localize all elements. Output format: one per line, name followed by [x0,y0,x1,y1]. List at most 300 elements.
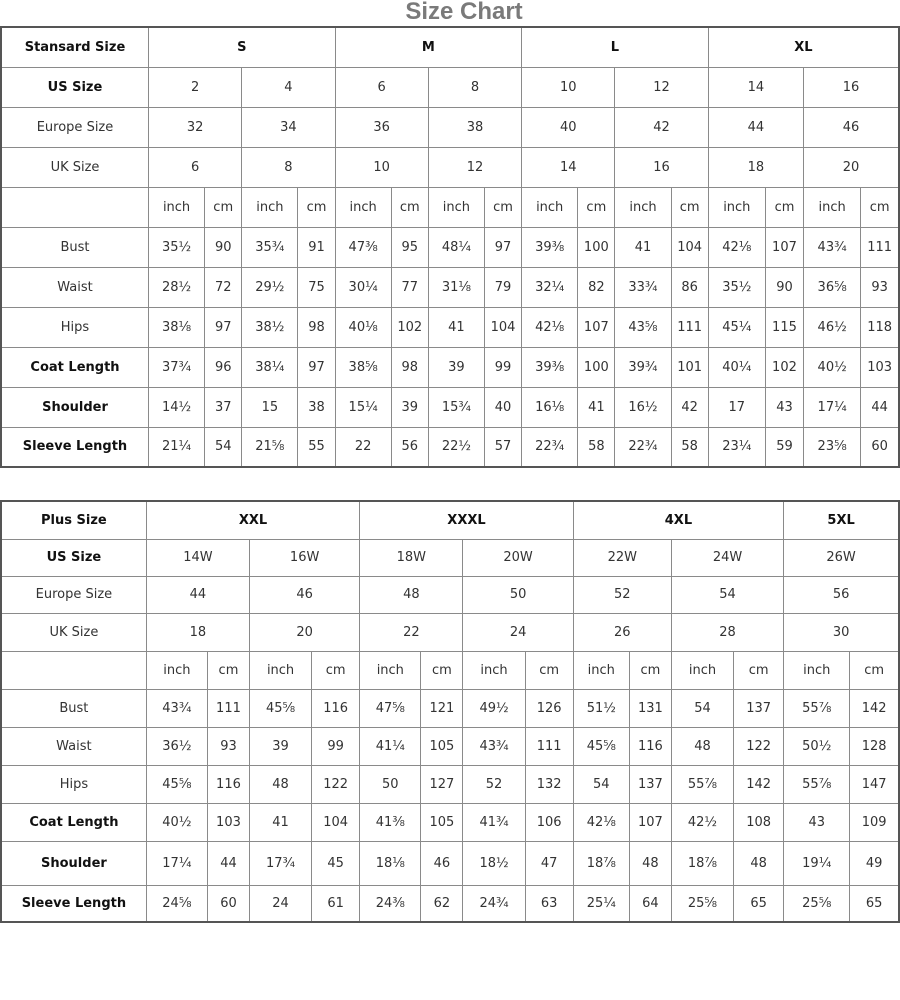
measurement-value: 41¼ [360,727,421,765]
unit-inch: inch [148,187,204,227]
measurement-value: 44 [861,387,899,427]
eu-size-value: 54 [671,576,783,613]
eu-size-value: 46 [804,107,899,147]
measurement-value: 17¼ [804,387,861,427]
unit-inch: inch [804,187,861,227]
measurement-value: 97 [205,307,242,347]
measurement-value: 15 [242,387,298,427]
measurement-value: 28½ [148,267,204,307]
measurement-value: 47 [525,841,573,885]
uk-size-label: UK Size [1,613,146,651]
size-letter-header: 5XL [784,501,899,539]
measurement-value: 22¾ [615,427,671,467]
measurement-value: 21⅝ [242,427,298,467]
unit-inch: inch [573,651,629,689]
measurement-value: 48 [250,765,312,803]
table-row [1,67,899,107]
table-row [1,803,899,841]
measurement-value: 57 [485,427,522,467]
measurement-value: 33¾ [615,267,671,307]
eu-size-value: 44 [146,576,249,613]
measurement-value: 108 [734,803,784,841]
measurement-value: 40½ [804,347,861,387]
measurement-value: 105 [421,727,463,765]
measurement-value: 54 [573,765,629,803]
unit-cm: cm [205,187,242,227]
measurement-value: 118 [861,307,899,347]
measurement-value: 54 [671,689,733,727]
eu-size-value: 56 [784,576,899,613]
eu-size-value: 34 [242,107,335,147]
page-title: Size Chart [405,0,523,25]
unit-row-blank [1,651,146,689]
table-row [1,27,899,67]
measurement-value: 49½ [463,689,525,727]
measurement-value: 49 [850,841,899,885]
table-row [1,689,899,727]
measurement-value: 91 [298,227,335,267]
measurement-value: 39 [391,387,428,427]
unit-cm: cm [734,651,784,689]
us-size-value: 24W [671,539,783,576]
unit-inch: inch [784,651,850,689]
measurement-value: 104 [671,227,708,267]
measurement-value: 62 [421,885,463,922]
measurement-value: 116 [629,727,671,765]
measurement-value: 46 [421,841,463,885]
measurement-value: 41 [578,387,615,427]
measurement-value: 43¾ [146,689,207,727]
uk-size-value: 14 [522,147,615,187]
measurement-value: 45⅝ [573,727,629,765]
size-letter-header: L [522,27,709,67]
table-row [1,107,899,147]
unit-inch: inch [146,651,207,689]
measurement-value: 64 [629,885,671,922]
uk-size-value: 18 [708,147,803,187]
table-row [1,613,899,651]
measurement-value: 48 [734,841,784,885]
size-letter-header: S [148,27,335,67]
uk-size-value: 26 [573,613,671,651]
table-row [1,539,899,576]
table-row [1,187,899,227]
measurement-value: 102 [391,307,428,347]
us-size-label: US Size [1,539,146,576]
us-size-value: 4 [242,67,335,107]
measurement-value: 115 [765,307,803,347]
measurement-value: 18⅞ [671,841,733,885]
unit-cm: cm [578,187,615,227]
measurement-value: 105 [421,803,463,841]
table-row [1,387,899,427]
measurement-label: Hips [1,307,148,347]
measurement-value: 30¼ [335,267,391,307]
measurement-value: 22 [335,427,391,467]
measurement-value: 63 [525,885,573,922]
unit-inch: inch [360,651,421,689]
table-row [1,307,899,347]
unit-inch: inch [615,187,671,227]
measurement-label: Coat Length [1,803,146,841]
measurement-value: 22¾ [522,427,578,467]
us-size-value: 14W [146,539,249,576]
measurement-value: 122 [734,727,784,765]
size-letter-header: M [335,27,522,67]
measurement-value: 29½ [242,267,298,307]
uk-size-label: UK Size [1,147,148,187]
uk-size-value: 8 [242,147,335,187]
measurement-value: 95 [391,227,428,267]
eu-size-label: Europe Size [1,576,146,613]
measurement-value: 104 [312,803,360,841]
measurement-value: 59 [765,427,803,467]
table-row [1,501,899,539]
measurement-value: 35½ [708,267,765,307]
us-size-value: 26W [784,539,899,576]
measurement-value: 40⅛ [335,307,391,347]
eu-size-value: 50 [463,576,573,613]
uk-size-value: 22 [360,613,463,651]
measurement-value: 31⅛ [428,267,484,307]
uk-size-value: 18 [146,613,249,651]
measurement-value: 111 [861,227,899,267]
measurement-value: 54 [205,427,242,467]
measurement-value: 44 [207,841,249,885]
unit-cm: cm [525,651,573,689]
measurement-value: 15¾ [428,387,484,427]
measurement-value: 18½ [463,841,525,885]
measurement-value: 55⅞ [784,765,850,803]
measurement-value: 60 [861,427,899,467]
measurement-value: 38⅛ [148,307,204,347]
unit-cm: cm [485,187,522,227]
unit-inch: inch [428,187,484,227]
measurement-value: 97 [485,227,522,267]
measurement-value: 58 [578,427,615,467]
measurement-value: 37 [205,387,242,427]
measurement-value: 90 [765,267,803,307]
measurement-value: 61 [312,885,360,922]
size-letter-header: XXL [146,501,359,539]
measurement-value: 111 [671,307,708,347]
eu-size-value: 38 [428,107,521,147]
measurement-value: 16½ [615,387,671,427]
table-row [1,765,899,803]
measurement-value: 45⅝ [250,689,312,727]
measurement-value: 43 [784,803,850,841]
measurement-label: Bust [1,227,148,267]
us-size-label: US Size [1,67,148,107]
measurement-value: 25⅝ [671,885,733,922]
table-row [1,576,899,613]
measurement-value: 24¾ [463,885,525,922]
table-row [1,885,899,922]
measurement-value: 147 [850,765,899,803]
eu-size-value: 36 [335,107,428,147]
measurement-value: 107 [629,803,671,841]
measurement-value: 55⅞ [671,765,733,803]
measurement-value: 97 [298,347,335,387]
measurement-value: 75 [298,267,335,307]
measurement-value: 17 [708,387,765,427]
uk-size-value: 20 [804,147,899,187]
measurement-value: 42½ [671,803,733,841]
unit-cm: cm [298,187,335,227]
measurement-value: 35½ [148,227,204,267]
measurement-label: Shoulder [1,387,148,427]
measurement-value: 47⅝ [360,689,421,727]
measurement-value: 56 [391,427,428,467]
measurement-value: 42⅛ [573,803,629,841]
uk-size-value: 10 [335,147,428,187]
measurement-value: 90 [205,227,242,267]
unit-cm: cm [629,651,671,689]
table-row [1,651,899,689]
unit-inch: inch [671,651,733,689]
measurement-value: 103 [207,803,249,841]
measurement-value: 107 [578,307,615,347]
measurement-value: 111 [525,727,573,765]
measurement-value: 24 [250,885,312,922]
measurement-value: 101 [671,347,708,387]
measurement-value: 65 [734,885,784,922]
unit-cm: cm [861,187,899,227]
measurement-label: Sleeve Length [1,885,146,922]
measurement-value: 142 [850,689,899,727]
table-row [1,841,899,885]
measurement-value: 17¼ [146,841,207,885]
unit-inch: inch [242,187,298,227]
eu-size-label: Europe Size [1,107,148,147]
unit-cm: cm [765,187,803,227]
measurement-value: 60 [207,885,249,922]
eu-size-value: 48 [360,576,463,613]
measurement-value: 38¼ [242,347,298,387]
measurement-value: 32¼ [522,267,578,307]
uk-size-value: 12 [428,147,521,187]
us-size-value: 20W [463,539,573,576]
measurement-value: 36½ [146,727,207,765]
measurement-value: 127 [421,765,463,803]
size-letter-header: XXXL [360,501,573,539]
measurement-value: 47⅜ [335,227,391,267]
uk-size-value: 30 [784,613,899,651]
us-size-value: 16 [804,67,899,107]
measurement-value: 52 [463,765,525,803]
us-size-value: 16W [250,539,360,576]
eu-size-value: 32 [148,107,241,147]
measurement-label: Shoulder [1,841,146,885]
measurement-value: 14½ [148,387,204,427]
measurement-value: 98 [298,307,335,347]
measurement-value: 48 [671,727,733,765]
measurement-value: 41 [428,307,484,347]
unit-cm: cm [850,651,899,689]
measurement-value: 142 [734,765,784,803]
size-type-label: Plus Size [1,501,146,539]
table-row [1,227,899,267]
measurement-value: 38⅝ [335,347,391,387]
measurement-value: 23¼ [708,427,765,467]
uk-size-value: 6 [148,147,241,187]
measurement-value: 58 [671,427,708,467]
measurement-value: 43⅝ [615,307,671,347]
measurement-value: 93 [207,727,249,765]
measurement-value: 16⅛ [522,387,578,427]
measurement-label: Coat Length [1,347,148,387]
standard-size-table [0,26,900,468]
size-letter-header: XL [708,27,899,67]
us-size-value: 2 [148,67,241,107]
table-row [1,347,899,387]
measurement-value: 65 [850,885,899,922]
measurement-value: 43¾ [463,727,525,765]
measurement-value: 35¾ [242,227,298,267]
unit-inch: inch [335,187,391,227]
measurement-value: 38½ [242,307,298,347]
measurement-value: 131 [629,689,671,727]
measurement-value: 42⅛ [522,307,578,347]
uk-size-value: 16 [615,147,708,187]
measurement-value: 106 [525,803,573,841]
uk-size-value: 28 [671,613,783,651]
plus-size-table [0,500,900,923]
us-size-value: 14 [708,67,803,107]
measurement-value: 24⅜ [360,885,421,922]
measurement-value: 24⅝ [146,885,207,922]
measurement-value: 45¼ [708,307,765,347]
measurement-value: 116 [207,765,249,803]
measurement-value: 102 [765,347,803,387]
measurement-label: Hips [1,765,146,803]
measurement-value: 25¼ [573,885,629,922]
measurement-value: 121 [421,689,463,727]
measurement-value: 39 [428,347,484,387]
measurement-value: 43¾ [804,227,861,267]
measurement-value: 39⅜ [522,347,578,387]
measurement-value: 103 [861,347,899,387]
unit-inch: inch [522,187,578,227]
measurement-value: 37¾ [148,347,204,387]
table-row [1,147,899,187]
measurement-value: 42 [671,387,708,427]
eu-size-value: 46 [250,576,360,613]
measurement-value: 45 [312,841,360,885]
measurement-value: 46½ [804,307,861,347]
measurement-value: 45⅝ [146,765,207,803]
measurement-value: 18⅞ [573,841,629,885]
measurement-value: 19¼ [784,841,850,885]
measurement-value: 104 [485,307,522,347]
measurement-value: 39⅜ [522,227,578,267]
measurement-value: 43 [765,387,803,427]
measurement-value: 79 [485,267,522,307]
measurement-value: 42⅛ [708,227,765,267]
measurement-value: 100 [578,227,615,267]
measurement-value: 86 [671,267,708,307]
measurement-value: 111 [207,689,249,727]
measurement-value: 50 [360,765,421,803]
table-row [1,427,899,467]
unit-cm: cm [421,651,463,689]
eu-size-value: 40 [522,107,615,147]
us-size-value: 6 [335,67,428,107]
size-type-label: Stansard Size [1,27,148,67]
measurement-value: 137 [734,689,784,727]
measurement-value: 50½ [784,727,850,765]
measurement-value: 55⅞ [784,689,850,727]
uk-size-value: 24 [463,613,573,651]
eu-size-value: 42 [615,107,708,147]
measurement-value: 48 [629,841,671,885]
measurement-value: 72 [205,267,242,307]
us-size-value: 18W [360,539,463,576]
measurement-value: 77 [391,267,428,307]
eu-size-value: 52 [573,576,671,613]
measurement-value: 40¼ [708,347,765,387]
unit-cm: cm [391,187,428,227]
measurement-value: 96 [205,347,242,387]
measurement-value: 128 [850,727,899,765]
measurement-value: 55 [298,427,335,467]
measurement-value: 18⅛ [360,841,421,885]
table-row [1,267,899,307]
measurement-value: 132 [525,765,573,803]
measurement-value: 22½ [428,427,484,467]
measurement-label: Sleeve Length [1,427,148,467]
us-size-value: 8 [428,67,521,107]
measurement-value: 122 [312,765,360,803]
measurement-value: 82 [578,267,615,307]
measurement-value: 15¼ [335,387,391,427]
measurement-value: 107 [765,227,803,267]
measurement-value: 40½ [146,803,207,841]
measurement-label: Waist [1,727,146,765]
uk-size-value: 20 [250,613,360,651]
measurement-value: 99 [312,727,360,765]
measurement-value: 41¾ [463,803,525,841]
measurement-value: 23⅝ [804,427,861,467]
measurement-value: 126 [525,689,573,727]
measurement-value: 38 [298,387,335,427]
measurement-value: 98 [391,347,428,387]
table-row [1,727,899,765]
measurement-label: Waist [1,267,148,307]
measurement-value: 39¾ [615,347,671,387]
measurement-value: 137 [629,765,671,803]
measurement-value: 25⅝ [784,885,850,922]
measurement-value: 40 [485,387,522,427]
measurement-value: 116 [312,689,360,727]
measurement-value: 100 [578,347,615,387]
measurement-value: 51½ [573,689,629,727]
measurement-value: 48¼ [428,227,484,267]
measurement-value: 41 [615,227,671,267]
unit-inch: inch [463,651,525,689]
measurement-value: 41⅜ [360,803,421,841]
us-size-value: 22W [573,539,671,576]
measurement-value: 41 [250,803,312,841]
measurement-value: 36⅝ [804,267,861,307]
unit-row-blank [1,187,148,227]
size-letter-header: 4XL [573,501,783,539]
us-size-value: 10 [522,67,615,107]
measurement-value: 17¾ [250,841,312,885]
unit-inch: inch [708,187,765,227]
measurement-label: Bust [1,689,146,727]
measurement-value: 99 [485,347,522,387]
